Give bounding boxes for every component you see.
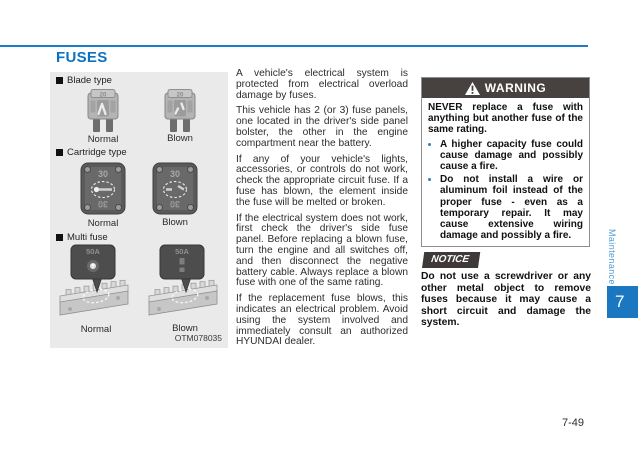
body-paragraph: A vehicle's electrical system is protected from electrical overload damage by fuses. xyxy=(236,68,408,101)
section-label-blade-type: Blade type xyxy=(56,75,112,86)
caption-blade-blown: Blown xyxy=(167,133,193,144)
chapter-tab xyxy=(607,286,638,318)
multi-fuse-normal-image xyxy=(56,244,136,322)
square-bullet-icon xyxy=(56,149,63,156)
chapter-side-label: Maintenance xyxy=(607,229,617,285)
caption-blade-normal: Normal xyxy=(87,134,119,145)
caption-cartridge-blown: Blown xyxy=(162,217,188,228)
section-label-cartridge-type: Cartridge type xyxy=(56,147,127,158)
square-bullet-icon xyxy=(56,234,63,241)
blade-fuse-rating: 20 xyxy=(99,92,107,99)
chapter-number: 7 xyxy=(615,292,625,311)
blade-fuse-blown-image xyxy=(163,88,197,134)
section-label-multi-fuse: Multi fuse xyxy=(56,232,108,243)
warning-bullet-list xyxy=(428,139,583,242)
blade-fuse-normal-image xyxy=(86,88,120,134)
warning-body xyxy=(422,98,589,241)
cartridge-fuse-rating-inverted: 30 xyxy=(97,199,109,209)
cartridge-fuse-rating: 30 xyxy=(169,169,181,179)
warning-bullet: • A higher capacity fuse could cause damage and possibly cause a fire. xyxy=(440,139,583,173)
multi-fuse-blown-image xyxy=(145,244,225,322)
body-paragraph: This vehicle has 2 (or 3) fuse panels, one located in the driver's side panel bolster, the other in the engine compartment near the battery. xyxy=(236,105,408,149)
notice-label: NOTICE xyxy=(430,254,470,265)
caption-multi-normal: Normal xyxy=(80,324,112,335)
body-paragraph: If the electrical system does not work, first check the driver's side fuse panel. Before replacing a blown fuse, turn the engine and all switches off, and then disconnect the negative battery cable. Always replace a blown fuse with one of the same rating. xyxy=(236,212,408,289)
cartridge-fuse-rating: 30 xyxy=(97,169,109,179)
cartridge-fuse-rating-inverted: 30 xyxy=(169,199,181,209)
figure-image-code: OTM078035 xyxy=(174,333,222,343)
notice-text: Do not use a screwdriver or any other metal object to remove fuses because it may cause a short circuit and damage the system. xyxy=(421,271,591,329)
warning-title: WARNING xyxy=(484,81,547,95)
cartridge-fuse-blown-image xyxy=(152,162,198,215)
warning-box xyxy=(421,77,590,247)
body-paragraph: If the replacement fuse blows, this indicates an electrical problem. Avoid using the system involved and immediately consult an authorized HYUNDAI dealer. xyxy=(236,293,408,348)
caption-cartridge-normal: Normal xyxy=(87,218,119,229)
caption-multi-blown: Blown xyxy=(172,323,198,334)
page-title: FUSES xyxy=(56,49,108,66)
body-text-column xyxy=(236,69,408,353)
body-paragraph: If any of your vehicle's lights, accessories, or controls do not work, check the appropriate circuit fuse. If a fuse has blown, the element inside the fuse will be melted or broken. xyxy=(236,153,408,208)
cartridge-fuse-normal-image xyxy=(80,162,126,215)
notice-badge xyxy=(422,252,480,268)
warning-bullet: • Do not install a wire or aluminum foil instead of the proper fuse - even as a temporary repair. It may cause extensive wiring damage and possibly a fire. xyxy=(440,174,583,241)
square-bullet-icon xyxy=(56,77,63,84)
header-rule xyxy=(0,45,588,47)
warning-header xyxy=(422,78,589,98)
page-number: 7-49 xyxy=(562,417,585,429)
warning-triangle-icon xyxy=(465,82,480,95)
multi-fuse-rating: 50A xyxy=(175,247,189,256)
fuse-figure-panel xyxy=(50,72,228,348)
multi-fuse-rating: 50A xyxy=(86,247,100,256)
warning-lead: NEVER replace a fuse with anything but another fuse of the same rating. xyxy=(428,102,583,136)
blade-fuse-rating: 20 xyxy=(176,92,184,99)
